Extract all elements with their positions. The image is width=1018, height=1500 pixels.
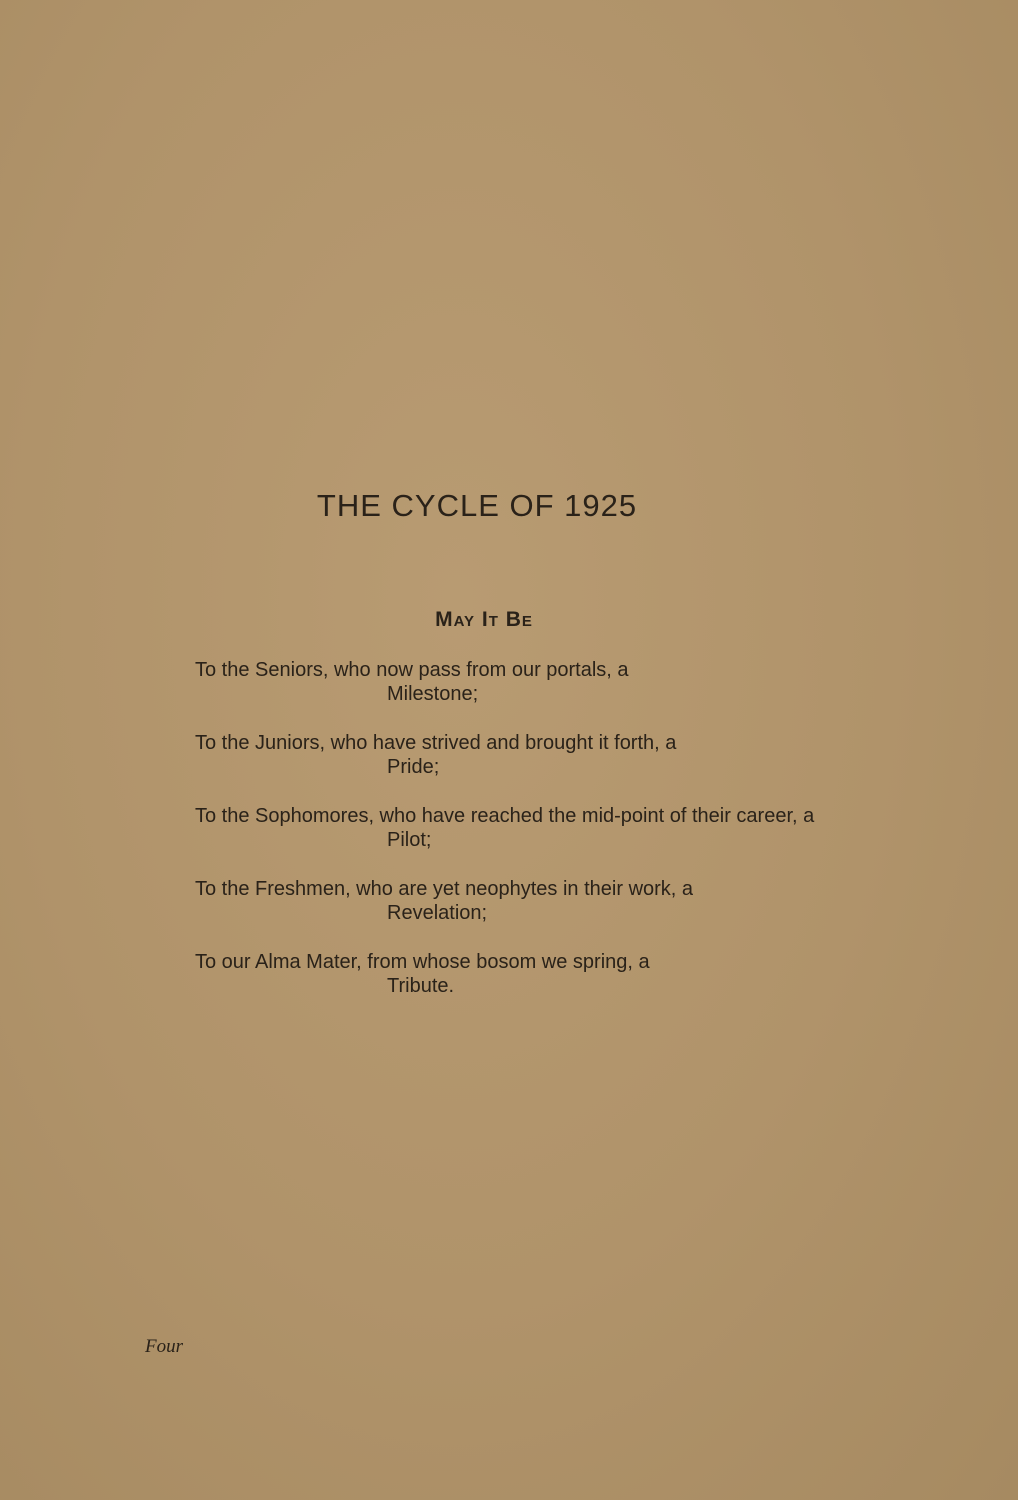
page-title: THE CYCLE OF 1925 — [316, 488, 638, 523]
dedication-stanza — [195, 804, 975, 877]
dedication-stanza — [195, 877, 975, 950]
dedication-word: Revelation; — [387, 902, 488, 924]
dedication-line: To the Juniors, who have strived and brought it forth, a — [195, 732, 677, 754]
page-subtitle: May It Be — [435, 608, 533, 631]
dedication-stanza — [195, 731, 975, 804]
dedication-word: Pride; — [387, 756, 440, 778]
dedication-line: To the Freshmen, who are yet neophytes in their work, a — [195, 878, 694, 900]
dedication-stanza — [195, 658, 975, 731]
dedication-stanza — [195, 950, 975, 1023]
dedication-line: To the Sophomores, who have reached the mid-point of their career, a — [195, 805, 815, 827]
dedication-word: Pilot; — [387, 829, 432, 851]
page-number: Four — [145, 1336, 183, 1357]
dedication-list — [195, 658, 975, 1023]
dedication-word: Milestone; — [387, 683, 479, 705]
dedication-line: To our Alma Mater, from whose bosom we spring, a — [195, 951, 650, 973]
dedication-line: To the Seniors, who now pass from our portals, a — [195, 659, 629, 681]
dedication-word: Tribute. — [387, 975, 455, 997]
